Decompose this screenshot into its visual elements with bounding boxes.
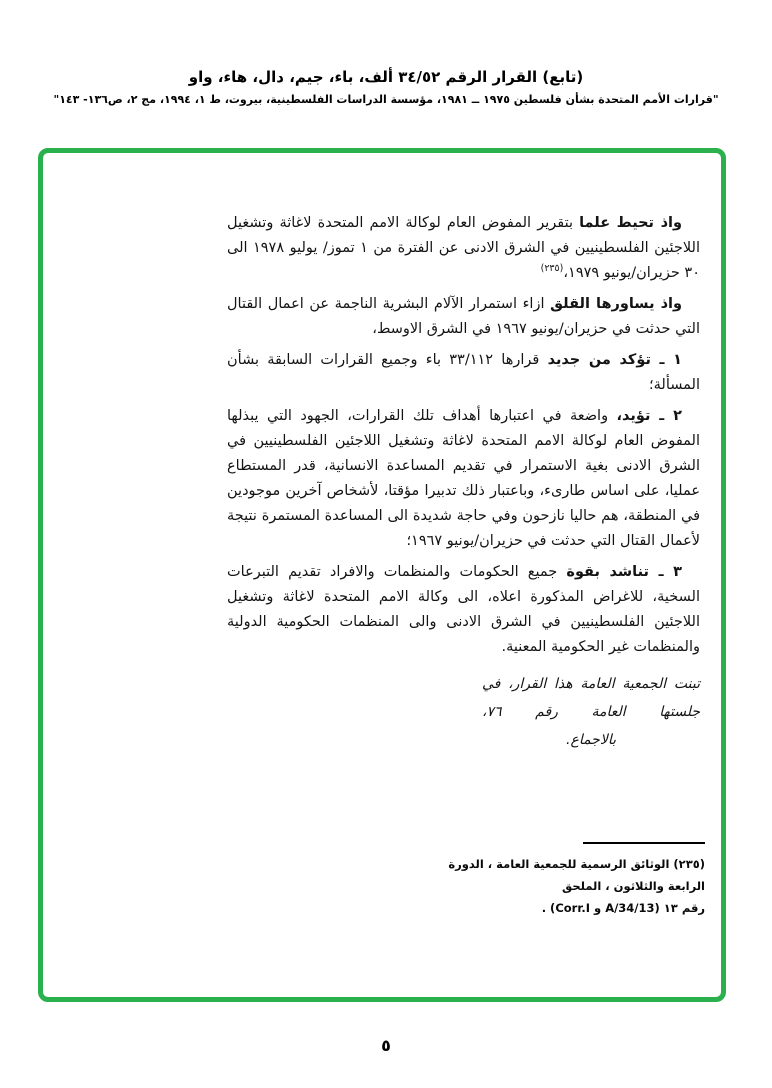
paragraph-lead: ١ ـ تؤكد من جديد: [547, 352, 683, 368]
paragraph-operative-3: [227, 560, 700, 660]
paragraph-text: قرارها ٣٣/١١٢ باء وجميع القرارات السابقة بشأن المسألة؛: [227, 352, 700, 393]
page-header: [0, 68, 772, 106]
paragraph-preamble-2: [227, 292, 700, 342]
paragraph-lead: واذ يساورها القلق: [550, 296, 682, 312]
adoption-note-line: تبنت الجمعية العامة هذا القرار، في: [482, 676, 700, 692]
adoption-note: [482, 670, 700, 754]
resolution-title: (تابع) القرار الرقم ٣٤/٥٢ ألف، باء، جيم، دال، هاء، واو: [188, 68, 584, 86]
adoption-note-line: جلستها العامة رقم ٧٦،: [482, 704, 700, 720]
paragraph-text: واضعة في اعتبارها أهداف تلك القرارات، الجهود التي يبذلها المفوض العام لوكالة الامم المتحدة لاغاثة وتشغيل اللاجئين الفلسطينيين في الشرق الادنى بغية الاستمرار في تقديم المساعدة الانسانية، قدر المستطاع عمليا، على اساس طارىء، وباعتبار ذلك تدبيرا مؤقتا، لأشخاص آخرين موجودين في المنطقة، هم حاليا نازحون وفي حاجة شديدة الى المساعدة المستمرة نتيجة لأعمال القتال التي حدثت في حزيران/يونيو ١٩٦٧؛: [227, 408, 700, 549]
resolution-text: [227, 211, 700, 754]
paragraph-text: ازاء استمرار الآلام البشرية الناجمة عن اعمال القتال التي حدثت في حزيران/يونيو ١٩٦٧ في الشرق الاوسط،: [227, 296, 700, 337]
page-number: ٥: [381, 1036, 391, 1055]
footnote-divider: [583, 842, 705, 844]
paragraph-text: جميع الحكومات والمنظمات والافراد تقديم التبرعات السخية، للاغراض المذكورة اعلاه، الى وكالة الامم المتحدة لاغاثة وتشغيل اللاجئين الفلسطينيين في الشرق الادنى والى المنظمات الحكومية الدولية والمنظمات غير الحكومية المعنية.: [227, 564, 700, 655]
document-frame: [38, 148, 726, 1002]
adoption-note-line: بالاجماع.: [566, 732, 616, 748]
footnote-line: (٢٣٥) الوثائق الرسمية للجمعية العامة ، الدورة الرابعة والثلاثون ، الملحق: [448, 857, 705, 893]
paragraph-operative-1: [227, 348, 700, 398]
footnote-reference: (٢٣٥): [540, 263, 564, 275]
paragraph-operative-2: [227, 404, 700, 554]
paragraph-lead: ٣ ـ تناشد بقوة: [566, 564, 682, 580]
source-citation: "قرارات الأمم المتحدة بشأن فلسطين ١٩٧٥ ــ ١٩٨١، مؤسسة الدراسات الفلسطينية، بيروت، ط ١، ١٩٩٤، مج ٢، ص١٣٦- ١٤٣": [53, 93, 719, 106]
paragraph-text: بتقرير المفوض العام لوكالة الامم المتحدة لاغاثة وتشغيل اللاجئين الفلسطينيين في الشرق الادنى عن الفترة من ١ تموز/ يوليو ١٩٧٨ الى ٣٠ حزيران/يونيو ١٩٧٩،: [227, 215, 700, 281]
paragraph-lead: ٢ ـ تؤيد،: [616, 408, 682, 424]
footnote-block: [411, 842, 705, 919]
paragraph-lead: واذ تحيط علما: [579, 215, 682, 231]
footnote-line: رقم ١٣ (A/34/13 و Corr.I) .: [541, 901, 705, 915]
paragraph-preamble-1: [227, 211, 700, 286]
